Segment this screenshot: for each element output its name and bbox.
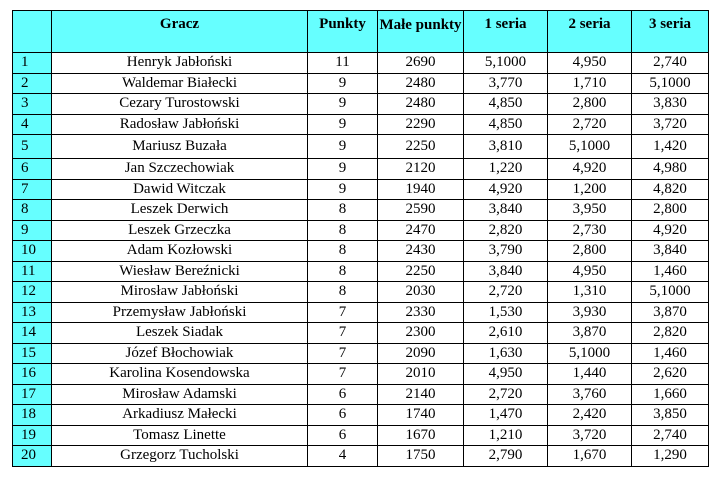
cell-series-2: 4,950 xyxy=(548,53,632,74)
cell-series-2: 4,920 xyxy=(548,159,632,180)
header-player: Gracz xyxy=(52,11,308,53)
table-row xyxy=(13,135,709,159)
cell-series-2: 5,1000 xyxy=(548,135,632,159)
cell-player: Grzegorz Tucholski xyxy=(52,446,308,467)
cell-series-3: 3,850 xyxy=(632,405,709,426)
cell-lp: 8 xyxy=(13,200,52,221)
cell-points: 6 xyxy=(308,384,378,405)
cell-series-3: 3,870 xyxy=(632,302,709,323)
cell-series-2: 1,200 xyxy=(548,179,632,200)
cell-points: 6 xyxy=(308,405,378,426)
cell-series-3: 5,1000 xyxy=(632,73,709,94)
cell-lp: 18 xyxy=(13,405,52,426)
cell-small-points: 2480 xyxy=(378,94,464,115)
cell-series-1: 1,530 xyxy=(464,302,548,323)
header-small-points: Małe punkty xyxy=(378,11,464,53)
cell-series-2: 1,440 xyxy=(548,364,632,385)
cell-small-points: 2690 xyxy=(378,53,464,74)
cell-series-1: 3,840 xyxy=(464,200,548,221)
cell-series-1: 4,850 xyxy=(464,94,548,115)
cell-series-3: 1,290 xyxy=(632,446,709,467)
cell-series-1: 1,470 xyxy=(464,405,548,426)
cell-series-2: 2,800 xyxy=(548,241,632,262)
table-row xyxy=(13,384,709,405)
cell-player: Henryk Jabłoński xyxy=(52,53,308,74)
cell-points: 4 xyxy=(308,446,378,467)
cell-points: 11 xyxy=(308,53,378,74)
cell-points: 9 xyxy=(308,159,378,180)
table-row xyxy=(13,53,709,74)
cell-points: 7 xyxy=(308,302,378,323)
cell-points: 8 xyxy=(308,200,378,221)
table-row xyxy=(13,425,709,446)
cell-series-1: 3,770 xyxy=(464,73,548,94)
cell-player: Cezary Turostowski xyxy=(52,94,308,115)
cell-player: Mirosław Adamski xyxy=(52,384,308,405)
cell-series-1: 4,850 xyxy=(464,114,548,135)
cell-series-2: 4,950 xyxy=(548,261,632,282)
table-row xyxy=(13,94,709,115)
table-row xyxy=(13,159,709,180)
cell-series-3: 3,720 xyxy=(632,114,709,135)
cell-points: 8 xyxy=(308,241,378,262)
cell-series-1: 2,720 xyxy=(464,282,548,303)
cell-series-2: 3,720 xyxy=(548,425,632,446)
results-table xyxy=(12,10,709,467)
cell-series-3: 3,830 xyxy=(632,94,709,115)
table-row xyxy=(13,73,709,94)
header-series-2: 2 seria xyxy=(548,11,632,53)
table-row xyxy=(13,405,709,426)
cell-series-1: 3,810 xyxy=(464,135,548,159)
cell-lp: 19 xyxy=(13,425,52,446)
cell-small-points: 2120 xyxy=(378,159,464,180)
cell-series-2: 2,730 xyxy=(548,220,632,241)
cell-series-2: 5,1000 xyxy=(548,343,632,364)
cell-points: 8 xyxy=(308,220,378,241)
cell-player: Waldemar Białecki xyxy=(52,73,308,94)
cell-player: Radosław Jabłoński xyxy=(52,114,308,135)
table-row xyxy=(13,114,709,135)
cell-player: Leszek Derwich xyxy=(52,200,308,221)
table-row xyxy=(13,241,709,262)
cell-small-points: 2430 xyxy=(378,241,464,262)
cell-series-1: 2,610 xyxy=(464,323,548,344)
cell-series-2: 1,310 xyxy=(548,282,632,303)
cell-small-points: 2590 xyxy=(378,200,464,221)
cell-series-1: 1,220 xyxy=(464,159,548,180)
cell-points: 9 xyxy=(308,114,378,135)
cell-small-points: 2250 xyxy=(378,135,464,159)
cell-series-1: 2,720 xyxy=(464,384,548,405)
table-row xyxy=(13,220,709,241)
cell-lp: 2 xyxy=(13,73,52,94)
cell-lp: 3 xyxy=(13,94,52,115)
cell-series-2: 1,670 xyxy=(548,446,632,467)
cell-lp: 1 xyxy=(13,53,52,74)
cell-series-1: 3,790 xyxy=(464,241,548,262)
cell-small-points: 2330 xyxy=(378,302,464,323)
cell-lp: 13 xyxy=(13,302,52,323)
cell-lp: 10 xyxy=(13,241,52,262)
cell-small-points: 2250 xyxy=(378,261,464,282)
cell-lp: 17 xyxy=(13,384,52,405)
cell-small-points: 2300 xyxy=(378,323,464,344)
table-row xyxy=(13,302,709,323)
cell-lp: 6 xyxy=(13,159,52,180)
cell-points: 9 xyxy=(308,179,378,200)
cell-series-3: 4,980 xyxy=(632,159,709,180)
cell-series-3: 2,800 xyxy=(632,200,709,221)
cell-series-3: 2,740 xyxy=(632,53,709,74)
cell-lp: 4 xyxy=(13,114,52,135)
cell-series-3: 5,1000 xyxy=(632,282,709,303)
cell-series-3: 2,740 xyxy=(632,425,709,446)
cell-series-3: 2,820 xyxy=(632,323,709,344)
cell-small-points: 1940 xyxy=(378,179,464,200)
cell-series-2: 2,720 xyxy=(548,114,632,135)
table-row xyxy=(13,282,709,303)
cell-player: Karolina Kosendowska xyxy=(52,364,308,385)
cell-small-points: 2140 xyxy=(378,384,464,405)
cell-lp: 14 xyxy=(13,323,52,344)
cell-player: Dawid Witczak xyxy=(52,179,308,200)
header-series-3: 3 seria xyxy=(632,11,709,53)
cell-player: Tomasz Linette xyxy=(52,425,308,446)
cell-series-1: 1,210 xyxy=(464,425,548,446)
cell-series-2: 3,950 xyxy=(548,200,632,221)
cell-lp: 9 xyxy=(13,220,52,241)
table-row xyxy=(13,343,709,364)
cell-player: Mirosław Jabłoński xyxy=(52,282,308,303)
cell-series-3: 2,620 xyxy=(632,364,709,385)
cell-lp: 20 xyxy=(13,446,52,467)
header-lp xyxy=(13,11,52,53)
cell-points: 7 xyxy=(308,364,378,385)
table-row xyxy=(13,261,709,282)
cell-player: Przemysław Jabłoński xyxy=(52,302,308,323)
cell-lp: 15 xyxy=(13,343,52,364)
cell-player: Jan Szczechowiak xyxy=(52,159,308,180)
cell-small-points: 2090 xyxy=(378,343,464,364)
cell-small-points: 1740 xyxy=(378,405,464,426)
cell-lp: 11 xyxy=(13,261,52,282)
cell-small-points: 2290 xyxy=(378,114,464,135)
cell-lp: 12 xyxy=(13,282,52,303)
cell-lp: 5 xyxy=(13,135,52,159)
cell-series-2: 2,420 xyxy=(548,405,632,426)
table-row xyxy=(13,179,709,200)
cell-series-1: 2,820 xyxy=(464,220,548,241)
cell-points: 9 xyxy=(308,94,378,115)
cell-series-1: 4,920 xyxy=(464,179,548,200)
cell-points: 9 xyxy=(308,135,378,159)
table-row xyxy=(13,323,709,344)
cell-points: 7 xyxy=(308,323,378,344)
cell-small-points: 2030 xyxy=(378,282,464,303)
cell-series-1: 1,630 xyxy=(464,343,548,364)
cell-small-points: 1670 xyxy=(378,425,464,446)
cell-series-1: 3,840 xyxy=(464,261,548,282)
header-row xyxy=(13,11,709,53)
cell-lp: 7 xyxy=(13,179,52,200)
cell-player: Leszek Siadak xyxy=(52,323,308,344)
cell-series-3: 1,420 xyxy=(632,135,709,159)
cell-series-3: 1,660 xyxy=(632,384,709,405)
cell-series-3: 4,820 xyxy=(632,179,709,200)
cell-points: 8 xyxy=(308,261,378,282)
cell-series-2: 3,760 xyxy=(548,384,632,405)
cell-lp: 16 xyxy=(13,364,52,385)
cell-small-points: 2470 xyxy=(378,220,464,241)
cell-player: Józef Błochowiak xyxy=(52,343,308,364)
cell-player: Mariusz Buzała xyxy=(52,135,308,159)
cell-series-2: 1,710 xyxy=(548,73,632,94)
table-row xyxy=(13,200,709,221)
cell-series-1: 2,790 xyxy=(464,446,548,467)
cell-points: 7 xyxy=(308,343,378,364)
cell-small-points: 1750 xyxy=(378,446,464,467)
cell-series-3: 1,460 xyxy=(632,261,709,282)
cell-player: Wiesław Bereźnicki xyxy=(52,261,308,282)
cell-series-3: 3,840 xyxy=(632,241,709,262)
cell-player: Adam Kozłowski xyxy=(52,241,308,262)
cell-series-3: 4,920 xyxy=(632,220,709,241)
cell-small-points: 2010 xyxy=(378,364,464,385)
table-row xyxy=(13,364,709,385)
cell-series-2: 3,930 xyxy=(548,302,632,323)
header-series-1: 1 seria xyxy=(464,11,548,53)
cell-small-points: 2480 xyxy=(378,73,464,94)
cell-player: Arkadiusz Małecki xyxy=(52,405,308,426)
table-body xyxy=(13,53,709,467)
cell-series-2: 2,800 xyxy=(548,94,632,115)
cell-points: 6 xyxy=(308,425,378,446)
cell-series-2: 3,870 xyxy=(548,323,632,344)
table-row xyxy=(13,446,709,467)
cell-series-1: 5,1000 xyxy=(464,53,548,74)
results-table-container xyxy=(12,10,709,467)
cell-player: Leszek Grzeczka xyxy=(52,220,308,241)
cell-points: 8 xyxy=(308,282,378,303)
cell-points: 9 xyxy=(308,73,378,94)
cell-series-3: 1,460 xyxy=(632,343,709,364)
cell-series-1: 4,950 xyxy=(464,364,548,385)
header-points: Punkty xyxy=(308,11,378,53)
